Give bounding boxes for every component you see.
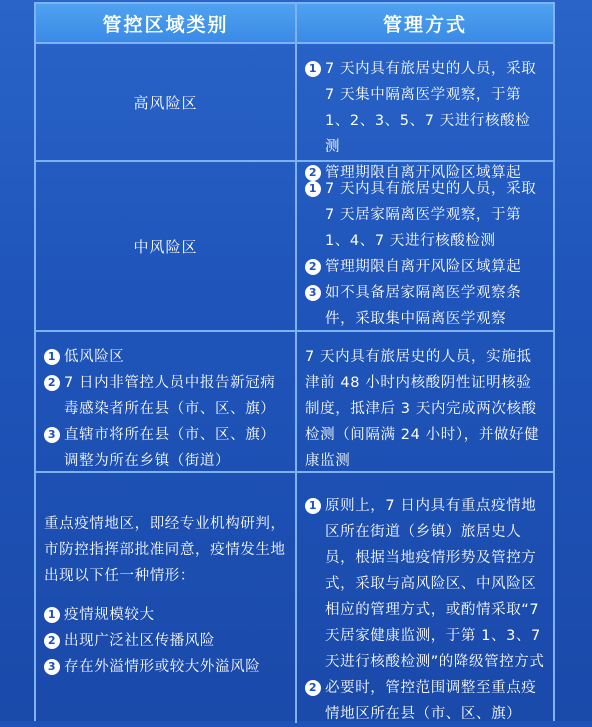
list-item: 1 疫情规模较大 — [44, 602, 287, 628]
number-badge: 2 — [305, 165, 321, 181]
table-row — [36, 471, 553, 723]
number-badge: 1 — [44, 607, 60, 623]
list-item: 1 7 天内具有旅居史的人员，采取 7 天集中隔离医学观察，于第 1、2、3、5、7 天进行核酸检测 — [305, 56, 545, 160]
table-row — [36, 42, 553, 181]
number-badge: 1 — [305, 61, 321, 77]
number-badge: 1 — [305, 181, 321, 197]
list-item: 3 存在外溢情形或较大外溢风险 — [44, 654, 287, 680]
table-row — [36, 160, 553, 330]
list-item: 3 如不具备居家隔离医学观察条件，采取集中隔离医学观察 — [305, 280, 545, 332]
management-cell — [297, 162, 553, 330]
category-cell — [36, 162, 297, 330]
category-cell — [36, 473, 297, 723]
management-cell — [297, 44, 553, 181]
policy-table — [34, 2, 555, 721]
table-row — [36, 330, 553, 471]
management-cell — [297, 332, 553, 471]
list-item: 2 管理期限自离开风险区域算起 — [305, 254, 545, 280]
table-header-row — [36, 2, 553, 42]
number-badge: 2 — [44, 375, 60, 391]
management-text: 7 天内具有旅居史的人员，实施抵津前 48 小时内核酸阴性证明核验制度，抵津后 3 天内完成两次核酸检测（间隔满 24 小时），并做好健康监测 — [305, 349, 540, 469]
number-badge: 2 — [305, 680, 321, 696]
list-item: 2 管理期限自离开风险区域算起 — [305, 160, 545, 186]
header-category: 管控区域类别 — [36, 4, 297, 42]
list-item: 2 出现广泛社区传播风险 — [44, 628, 287, 654]
list-item: 2 7 日内非管控人员中报告新冠病毒感染者所在县（市、区、旗） — [44, 370, 287, 422]
number-badge: 3 — [44, 427, 60, 443]
header-management: 管理方式 — [297, 4, 553, 42]
number-badge: 2 — [44, 633, 60, 649]
list-item: 3 直辖市将所在县（市、区、旗）调整为所在乡镇（街道） — [44, 422, 287, 474]
number-badge: 1 — [44, 349, 60, 365]
list-item: 2 必要时，管控范围调整至重点疫情地区所在县（市、区、旗） — [305, 675, 545, 727]
list-item: 1 7 天内具有旅居史的人员，采取 7 天居家隔离医学观察，于第 1、4、7 天进行核酸检测 — [305, 176, 545, 254]
category-label: 高风险区 — [133, 93, 198, 112]
category-cell — [36, 44, 297, 160]
category-intro: 重点疫情地区，即经专业机构研判，市防控指挥部批准同意，疫情发生地出现以下任一种情形： — [44, 516, 286, 584]
number-badge: 3 — [305, 285, 321, 301]
number-badge: 2 — [305, 259, 321, 275]
management-cell — [297, 473, 553, 723]
number-badge: 3 — [44, 659, 60, 675]
category-cell — [36, 332, 297, 471]
number-badge: 1 — [305, 498, 321, 514]
list-item: 1 原则上，7 日内具有重点疫情地区所在街道（乡镇）旅居史人员，根据当地疫情形势及管控方式，采取与高风险区、中风险区相应的管理方式，或酌情采取“7 天居家健康监测，于第 1、3、7 天进行核酸检测”的降级管控方式 — [305, 493, 545, 675]
category-label: 中风险区 — [133, 237, 198, 256]
list-item: 1 低风险区 — [44, 344, 287, 370]
